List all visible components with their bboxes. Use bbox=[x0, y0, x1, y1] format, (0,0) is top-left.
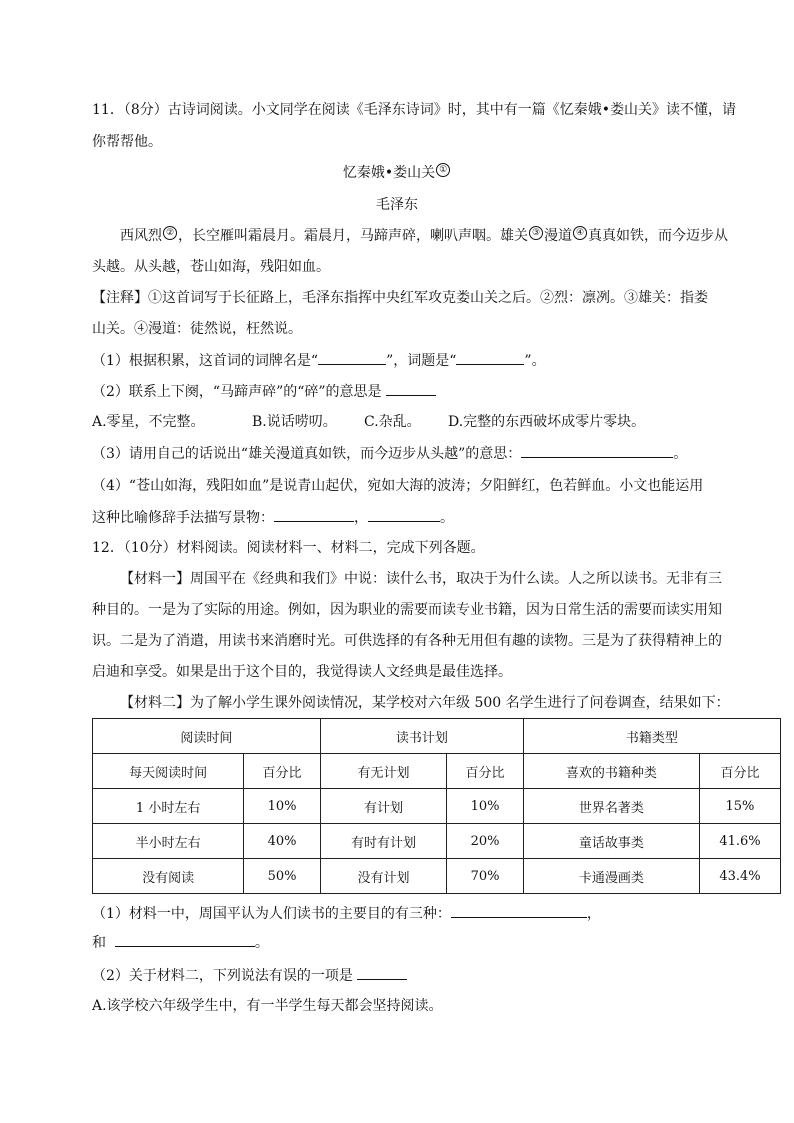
table-header-cell: 百分比 bbox=[699, 754, 780, 789]
table-cell: 有计划 bbox=[320, 789, 446, 824]
answer-blank[interactable] bbox=[451, 903, 587, 918]
sub-text: ， bbox=[354, 510, 368, 526]
q12-sub2 bbox=[92, 965, 407, 986]
table-cell: 卡通漫画类 bbox=[523, 859, 699, 894]
table-cell: 1 小时左右 bbox=[93, 789, 244, 824]
answer-blank[interactable] bbox=[521, 443, 673, 458]
q11-stem-line2: 你帮帮他。 bbox=[92, 134, 162, 150]
table-row bbox=[93, 789, 781, 824]
table-header-cell: 百分比 bbox=[447, 754, 524, 789]
table-cell: 10% bbox=[244, 789, 321, 824]
table-group-header bbox=[93, 719, 781, 754]
table-header-cell: 阅读时间 bbox=[93, 719, 321, 754]
sub-text: ， bbox=[586, 906, 601, 922]
note-line1: 【注释】①这首词写于长征路上，毛泽东指挥中央红军攻克娄山关之后。②烈：凛冽。③雄关：指娄 bbox=[92, 290, 708, 306]
poem-line1 bbox=[120, 226, 728, 246]
table-header-cell: 读书计划 bbox=[320, 719, 523, 754]
table-cell: 10% bbox=[447, 789, 524, 824]
footnote-mark-2: ② bbox=[163, 226, 177, 240]
table-header-cell: 喜欢的书籍种类 bbox=[523, 754, 699, 789]
survey-table bbox=[92, 718, 781, 894]
table-header-cell: 书籍类型 bbox=[523, 719, 780, 754]
q11-option-c: C.杂乱。 bbox=[364, 414, 421, 430]
material1-line1: 【材料一】周国平在《经典和我们》中说：读什么书，取决于为什么读。人之所以读书。无非有三 bbox=[120, 571, 722, 587]
sub-text: 。 bbox=[254, 935, 269, 951]
sub-text: （2）关于材料二，下列说法有误的一项是 bbox=[92, 968, 353, 984]
answer-blank[interactable] bbox=[386, 381, 436, 396]
table-subheader bbox=[93, 754, 781, 789]
sub-text: 。 bbox=[673, 446, 688, 462]
answer-blank[interactable] bbox=[274, 507, 354, 522]
answer-blank[interactable] bbox=[456, 350, 524, 365]
table-cell: 40% bbox=[244, 824, 321, 859]
table-cell: 没有阅读 bbox=[93, 859, 244, 894]
poem-text: 西风烈 bbox=[120, 228, 162, 244]
sub-text: ”。 bbox=[524, 353, 546, 369]
poem-text: 漫道 bbox=[544, 228, 572, 244]
answer-blank[interactable] bbox=[318, 350, 386, 365]
sub-text: （1）材料一中，周国平认为人们读书的主要目的有三种： bbox=[92, 906, 451, 922]
poem-title bbox=[0, 163, 794, 183]
answer-blank[interactable] bbox=[115, 932, 255, 947]
sub-text: ”，词题是“ bbox=[386, 353, 457, 369]
q11-stem-line1: 11．（8分）古诗词阅读。小文同学在阅读《毛泽东诗词》时，其中有一篇《忆秦娥•娄山关》读不懂，请 bbox=[92, 102, 736, 118]
sub-text: 和 bbox=[92, 935, 106, 951]
answer-blank[interactable] bbox=[368, 507, 440, 522]
table-cell: 20% bbox=[447, 824, 524, 859]
table-header-cell: 有无计划 bbox=[320, 754, 446, 789]
poem-text: ，长空雁叫霜晨月。霜晨月，马蹄声碎，喇叭声咽。雄关 bbox=[178, 228, 528, 244]
answer-blank[interactable] bbox=[357, 965, 407, 980]
table-cell: 世界名著类 bbox=[523, 789, 699, 824]
material1-line3: 识。二是为了消遣，用读书来消磨时光。可供选择的有各种无用但有趣的读物。三是为了获得精神上的 bbox=[92, 633, 722, 649]
table-cell: 没有计划 bbox=[320, 859, 446, 894]
sub-text: （1）根据积累，这首词的词牌名是“ bbox=[92, 353, 319, 369]
poem-title-text: 忆秦娥•娄山关 bbox=[342, 165, 436, 181]
poem-text: 真真如铁，而今迈步从 bbox=[588, 228, 728, 244]
material2-intro: 【材料二】为了解小学生课外阅读情况，某学校对六年级 500 名学生进行了问卷调查，结果如下： bbox=[120, 695, 730, 711]
q11-option-b: B.说话唠叨。 bbox=[252, 414, 337, 430]
poem-line2: 头越。从头越，苍山如海，残阳如血。 bbox=[92, 259, 330, 275]
table-header-cell: 每天阅读时间 bbox=[93, 754, 244, 789]
table-cell: 70% bbox=[447, 859, 524, 894]
sub-text: 。 bbox=[440, 510, 454, 526]
sub-text: 这种比喻修辞手法描写景物： bbox=[92, 510, 274, 526]
material1-line2: 种目的。一是为了实际的用途。例如，因为职业的需要而读专业书籍，因为日常生活的需要而读实用知 bbox=[92, 602, 722, 618]
q12-sub1-line2 bbox=[92, 932, 269, 953]
q11-sub2 bbox=[92, 381, 436, 402]
q11-option-a: A.零星，不完整。 bbox=[92, 414, 205, 430]
q12-option-a: A.该学校六年级学生中，有一半学生每天都会坚持阅读。 bbox=[92, 998, 443, 1014]
footnote-mark-4: ④ bbox=[573, 226, 587, 240]
table-cell: 41.6% bbox=[699, 824, 780, 859]
table-cell: 半小时左右 bbox=[93, 824, 244, 859]
q11-option-d: D.完整的东西破坏成零片零块。 bbox=[448, 414, 646, 430]
footnote-mark-3: ③ bbox=[529, 226, 543, 240]
table-cell: 43.4% bbox=[699, 859, 780, 894]
q11-sub1 bbox=[92, 350, 546, 371]
q11-sub4-line2 bbox=[92, 507, 454, 528]
table-cell: 15% bbox=[699, 789, 780, 824]
q11-sub3 bbox=[92, 443, 687, 464]
table-header-cell: 百分比 bbox=[244, 754, 321, 789]
q12-sub1-line1 bbox=[92, 903, 601, 924]
table-cell: 有时有计划 bbox=[320, 824, 446, 859]
note-line2: 山关。④漫道：徒然说，枉然说。 bbox=[92, 321, 302, 337]
sub-text: （2）联系上下阕，“马蹄声碎”的“碎”的意思是 bbox=[92, 384, 382, 400]
footnote-mark-1: ① bbox=[436, 163, 450, 177]
material1-line4: 启迪和享受。如果是出于这个目的，我觉得读人文经典是最佳选择。 bbox=[92, 664, 512, 680]
sub-text: （3）请用自己的话说出“雄关漫道真如铁，而今迈步从头越”的意思： bbox=[92, 446, 522, 462]
table-cell: 童话故事类 bbox=[523, 824, 699, 859]
table-row bbox=[93, 824, 781, 859]
table-cell: 50% bbox=[244, 859, 321, 894]
q12-stem: 12．（10分）材料阅读。阅读材料一、材料二，完成下列各题。 bbox=[92, 540, 485, 556]
q11-sub4-line1: （4）“苍山如海，残阳如血”是说青山起伏，宛如大海的波涛；夕阳鲜红，色若鲜血。小文也能运用 bbox=[92, 478, 704, 494]
table-row bbox=[93, 859, 781, 894]
poem-author: 毛泽东 bbox=[376, 197, 418, 213]
